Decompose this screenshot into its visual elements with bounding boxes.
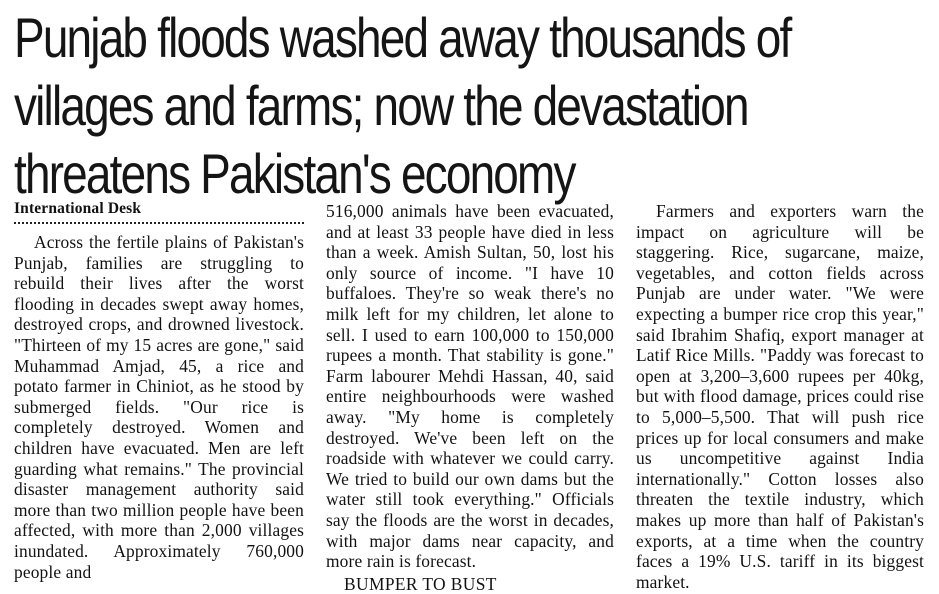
article-column-1 xyxy=(14,199,304,582)
subheading: BUMPER TO BUST xyxy=(344,573,497,594)
article-column-2 xyxy=(326,201,614,594)
article-column-3 xyxy=(636,201,924,592)
column-3-text: Farmers and exporters warn the impact on agriculture will be staggering. Rice, sugarcane, maize, vegetables, and cotton fields across Punjab are under water. "We were expecting a bumper rice crop this year," said Ibrahim Shafiq, export manager at Latif Rice Mills. "Paddy was forecast to open at 3,200–3,600 rupees per 40kg, but with flood damage, prices could rise to 5,000–5,500. That will push rice prices up for local consumers and make us uncompetitive against India internationally." Cotton losses also threaten the textile industry, which makes up more than half of Pakistan's exports, at a time when the country faces a 19% U.S. tariff in its biggest market. xyxy=(636,201,924,592)
headline: Punjab floods washed away thousands of villages and farms; now the devastation threatens Pakistan's economy xyxy=(14,6,791,205)
column-2-text: 516,000 animals have been evacuated, and at least 33 people have died in less than a week. Amish Sultan, 50, lost his only source of income. "I have 10 buffaloes. They're so weak there's no milk left for my children, let alone to sell. I used to earn 100,000 to 150,000 rupees a month. That stability is gone." Farm labourer Mehdi Hassan, 40, said entire neighbourhoods were washed away. "My home is completely destroyed. We've been left on the roadside with whatever we could carry. We tried to build our own dams but the water still took everything." Officials say the floods are the worst in decades, with major dams near capacity, and more rain is forecast. xyxy=(326,201,614,572)
column-1-text: Across the fertile plains of Pakistan's Punjab, families are struggling to rebuild their lives after the worst flooding in decades swept away homes, destroyed crops, and drowned livestock. "Thirteen of my 15 acres are gone," said Muhammad Amjad, 45, a rice and potato farmer in Chiniot, as he stood by submerged fields. "Our rice is completely destroyed. Women and children have evacuated. Men are left guarding what remains." The provincial disaster management authority said more than two million people have been affected, with more than 2,000 villages inundated. Approximately 760,000 people and xyxy=(14,232,304,582)
byline: International Desk xyxy=(14,199,304,224)
